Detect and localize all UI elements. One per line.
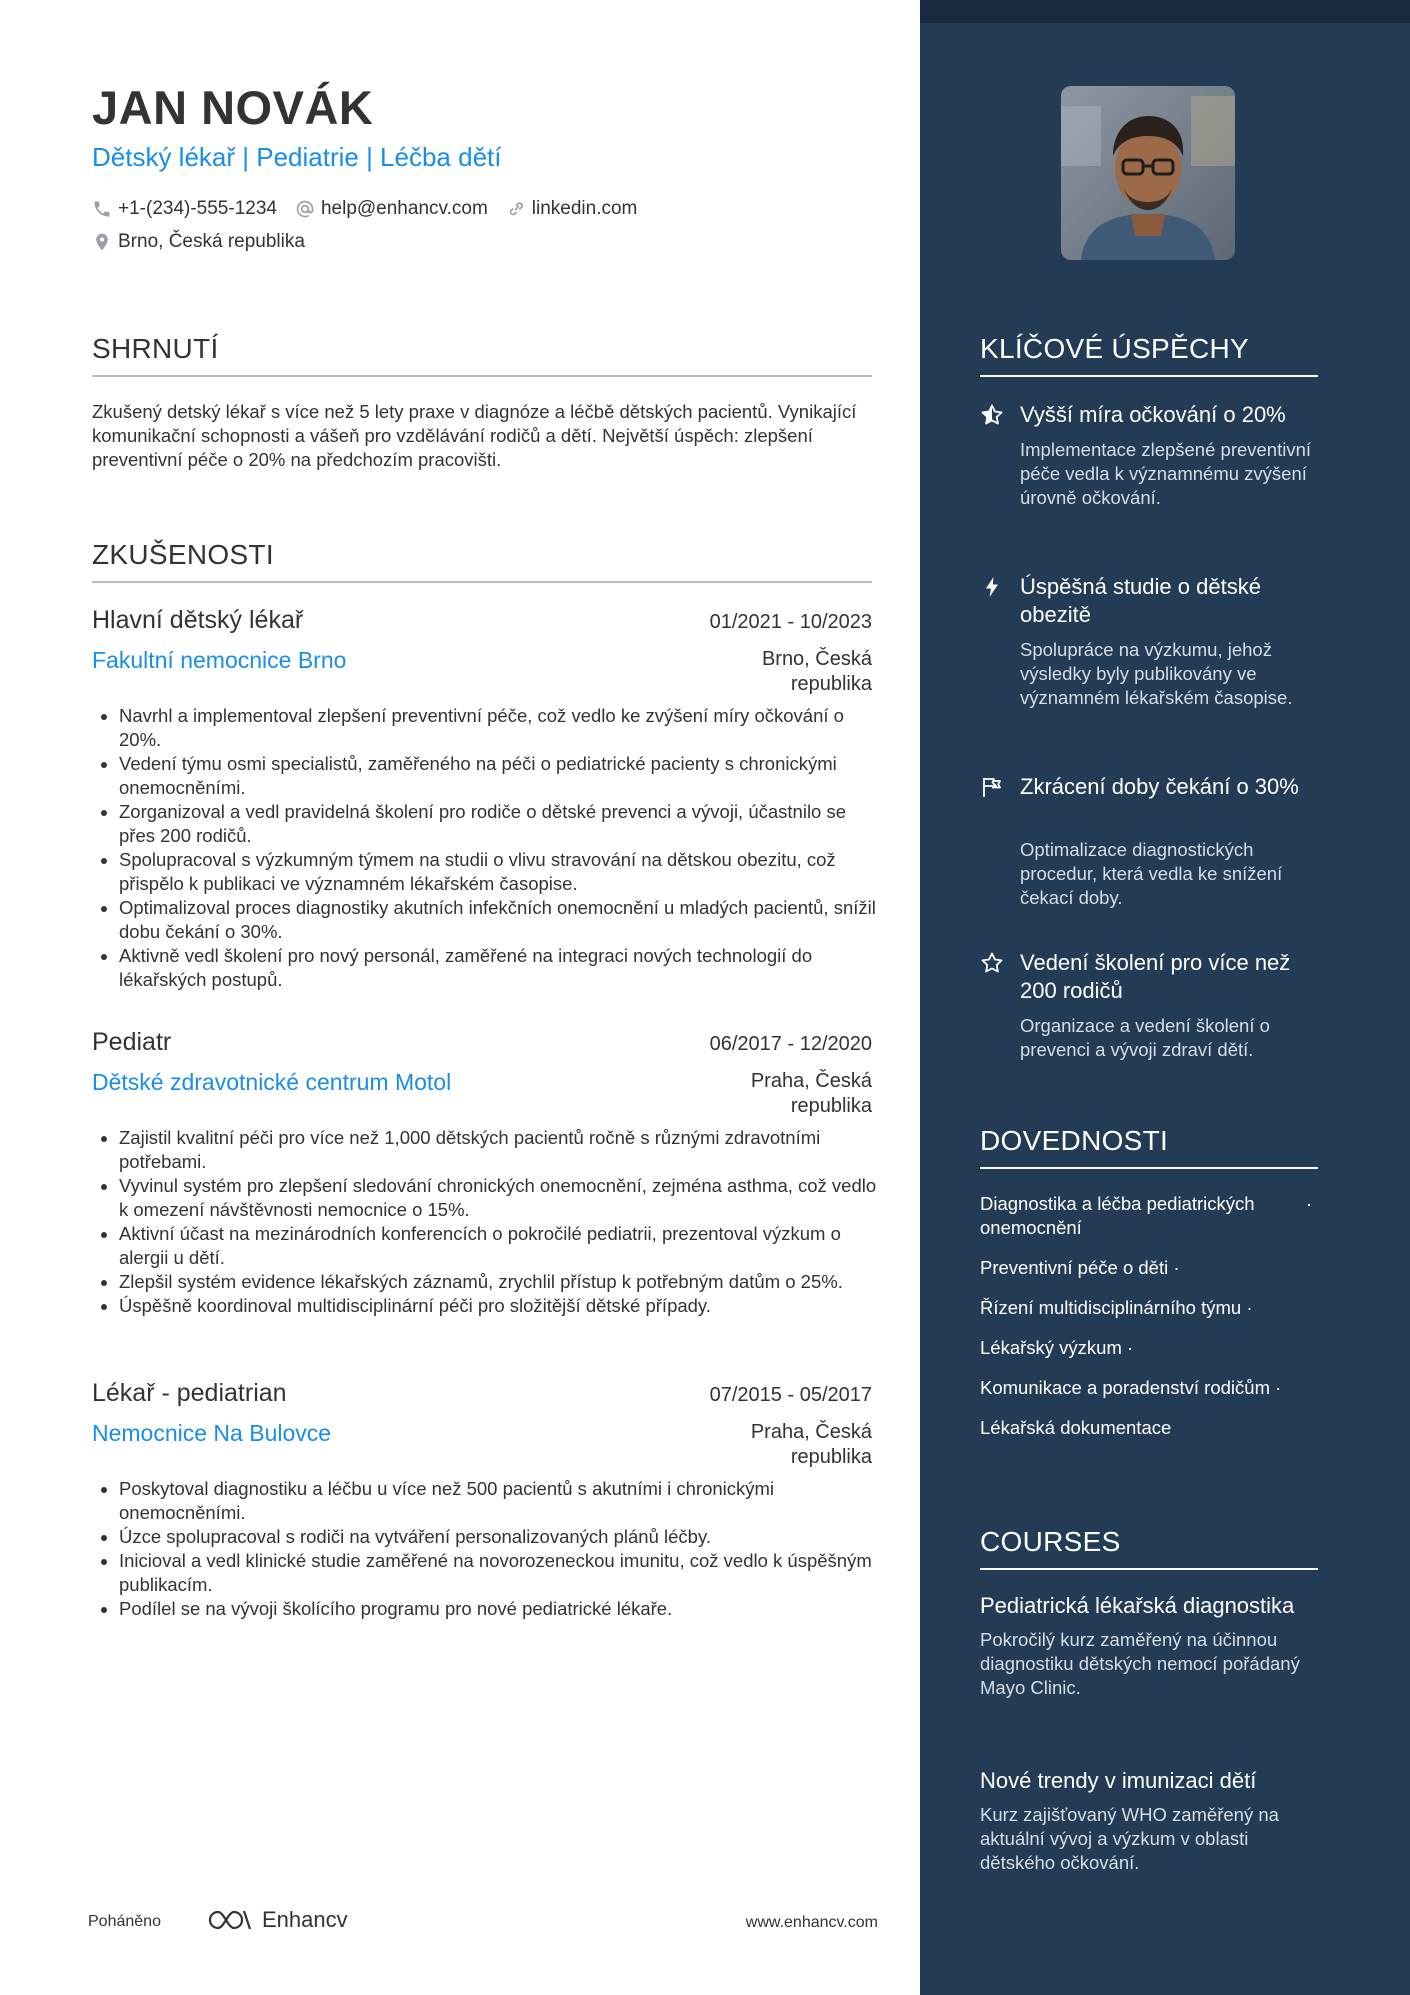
job-bullet: • Úspěšně koordinoval multidisciplinární péči pro složitější dětské případy. [119,1294,884,1318]
job-bullet: • Vedení týmu osmi specialistů, zaměřeného na péči o pediatrické pacienty s chronickými onemocněními. [119,752,884,800]
achievement-title: Zkrácení doby čekání o 30% [1020,774,1299,799]
sidebar-top-bar [920,0,1410,23]
job-bullets [92,1126,884,1318]
enhancv-logo-icon [206,1907,254,1933]
job-bullet: • Zlepšil systém evidence lékařských záznamů, zrychlil přístup k potřebným datům o 25%. [119,1270,884,1294]
summary-title: SHRNUTÍ [92,333,219,364]
achievements-heading [980,333,1318,377]
job-bullet: • Zorganizoval a vedl pravidelná školení pro rodiče o dětské prevenci a vývoji, účastnilo se přes 200 rodičů. [119,800,884,848]
summary-text: Zkušený detský lékař s více než 5 lety praxe v diagnóze a léčbě dětských pacientů. Vynikající komunikační schopnosti a vášeň pro vzdělávání rodičů a dětí. Největší úspěch: zlepšení preventivní péče o 20% na předchozím pracovišti. [92,401,857,470]
skill-label: Lékařská dokumentace [980,1417,1172,1438]
job-bullet: • Poskytoval diagnostiku a léčbu u více než 500 pacientů s akutními i chronickými onemocněními. [119,1477,884,1525]
powered-by-text: Poháněno [88,1913,161,1930]
course-title: Nové trendy v imunizaci dětí [980,1768,1257,1793]
achievement-desc: Spolupráce na výzkumu, jehož výsledky byly publikovány ve významném lékařském časopise. [1020,639,1293,708]
star-half-icon [980,403,1004,427]
location-text: Brno, Česká republika [118,231,305,252]
job-dates: 01/2021 - 10/2023 [709,611,872,633]
link-icon [506,199,526,219]
job-location: Praha, Česká republika [750,1421,872,1468]
achievement-title: Vedení školení pro více než 200 rodičů [1020,950,1291,1003]
achievement-desc: Implementace zlepšené preventivní péče vedla k významnému zvýšení úrovně očkování. [1020,439,1312,508]
achievements-title: KLÍČOVÉ ÚSPĚCHY [980,333,1250,364]
courses-title: COURSES [980,1526,1121,1557]
achievement-desc: Organizace a vedení školení o prevenci a vývoji zdraví dětí. [1020,1015,1270,1060]
job-bullet: • Úzce spolupracoval s rodiči na vytváření personalizovaných plánů léčby. [119,1525,884,1549]
achievements-divider [980,375,1318,377]
star-icon [980,951,1004,975]
job-bullet: • Podílel se na vývoji školícího programu pro nové pediatrické lékaře. [119,1597,884,1621]
skills-title: DOVEDNOSTI [980,1125,1169,1156]
course-title: Pediatrická lékařská diagnostika [980,1593,1295,1618]
job-dates: 07/2015 - 05/2017 [709,1384,872,1406]
job-bullets [92,1477,884,1621]
skill-separator: · [1305,1193,1312,1214]
job-bullet: • Navrhl a implementoval zlepšení preventivní péče, což vedlo ke zvýšení míry očkování o 20%. [119,704,884,752]
skills-list [980,1192,1325,1456]
linkedin-contact[interactable] [506,198,638,220]
enhancv-logo[interactable] [206,1907,348,1933]
courses-divider [980,1568,1318,1570]
job-role: Hlavní dětský lékař [92,606,304,634]
experience-heading [92,539,872,583]
course-desc: Kurz zajišťovaný WHO zaměřený na aktuální vývoj a výzkum v oblasti dětského očkování. [980,1804,1279,1873]
achievement-title: Úspěšná studie o dětské obezitě [1020,574,1261,627]
skill-label: Diagnostika a léčba pediatrických onemocnění [980,1193,1255,1238]
job-company[interactable]: Fakultní nemocnice Brno [92,647,347,673]
job-bullet: • Vyvinul systém pro zlepšení sledování chronických onemocnění, zejména asthma, což vedlo k omezení návštěvnosti nemocnice o 15%. [119,1174,884,1222]
skills-divider [980,1167,1318,1169]
course-desc: Pokročilý kurz zaměřený na účinnou diagnostiku dětských nemocí pořádaný Mayo Clinic. [980,1629,1300,1698]
footer-website[interactable]: www.enhancv.com [745,1914,878,1931]
job-dates: 06/2017 - 12/2020 [709,1033,872,1055]
skill-item [980,1416,1325,1440]
job-bullets [92,704,884,992]
job-bullet: • Aktivní účast na mezinárodních konferencích o pokročilé pediatrii, prezentoval výzkum o alergii u dětí. [119,1222,884,1270]
skill-item [980,1192,1312,1240]
skill-item [980,1376,1325,1400]
job-location: Praha, Česká republika [750,1070,872,1117]
at-icon [295,199,315,219]
headline: Dětský lékař | Pediatrie | Léčba dětí [92,142,502,172]
job-location: Brno, Česká republika [761,648,872,695]
profile-photo-illustration [1061,86,1235,260]
skill-item [980,1296,1325,1320]
skill-label: Komunikace a poradenství rodičům [980,1377,1270,1398]
skill-separator: · [1275,1377,1282,1398]
summary-divider [92,375,872,377]
experience-divider [92,581,872,583]
skills-heading [980,1125,1318,1169]
experience-title: ZKUŠENOSTI [92,539,274,570]
contact-info [92,195,892,261]
location-contact [92,231,305,253]
flag-icon [980,775,1004,799]
achievement-desc: Optimalizace diagnostických procedur, která vedla ke snížení čekací doby. [1020,839,1283,908]
email-contact[interactable] [295,198,488,220]
job-bullet: • Spolupracoval s výzkumným týmem na studii o vlivu stravování na dětskou obezitu, což přispělo k publikaci ve významném lékařském časopise. [119,848,884,896]
phone-icon [92,199,112,219]
summary-heading [92,333,872,377]
skill-label: Preventivní péče o děti [980,1257,1169,1278]
lightning-icon [980,575,1004,599]
course-item [980,1592,1320,1700]
phone-contact[interactable] [92,198,277,220]
phone-text: +1-(234)-555-1234 [118,198,277,219]
job-company[interactable]: Dětské zdravotnické centrum Motol [92,1069,452,1095]
job-bullet: • Zajistil kvalitní péči pro více než 1,000 dětských pacientů ročně s různými zdravotními potřebami. [119,1126,884,1174]
linkedin-text: linkedin.com [531,198,638,219]
job-bullet: • Inicioval a vedl klinické studie zaměřené na novorozeneckou imunitu, což vedlo k úspěšným publikacím. [119,1549,884,1597]
skill-item [980,1336,1325,1360]
skill-separator: · [1246,1297,1253,1318]
job-role: Lékař - pediatrian [92,1379,287,1407]
skill-item [980,1256,1325,1280]
candidate-name: JAN NOVÁK [92,81,374,134]
job-company[interactable]: Nemocnice Na Bulovce [92,1420,332,1446]
email-text: help@enhancv.com [320,198,488,219]
job-bullet: • Aktivně vedl školení pro nový personál, zaměřené na integraci nových technologií do lékařských postupů. [119,944,884,992]
job-bullet: • Optimalizoval proces diagnostiky akutních infekčních onemocnění u mladých pacientů, snížil dobu čekání o 30%. [119,896,884,944]
job-role: Pediatr [92,1028,172,1056]
skill-separator: · [1127,1337,1134,1358]
footer [88,1905,878,1945]
location-pin-icon [92,232,112,252]
brand-name: Enhancv [262,1907,348,1932]
achievement-title: Vyšší míra očkování o 20% [1020,402,1286,427]
skill-label: Lékařský výzkum [980,1337,1122,1358]
courses-heading [980,1526,1318,1570]
skill-label: Řízení multidisciplinárního týmu [980,1297,1242,1318]
skill-separator: · [1173,1257,1180,1278]
course-item [980,1767,1320,1875]
profile-photo [1061,86,1235,260]
